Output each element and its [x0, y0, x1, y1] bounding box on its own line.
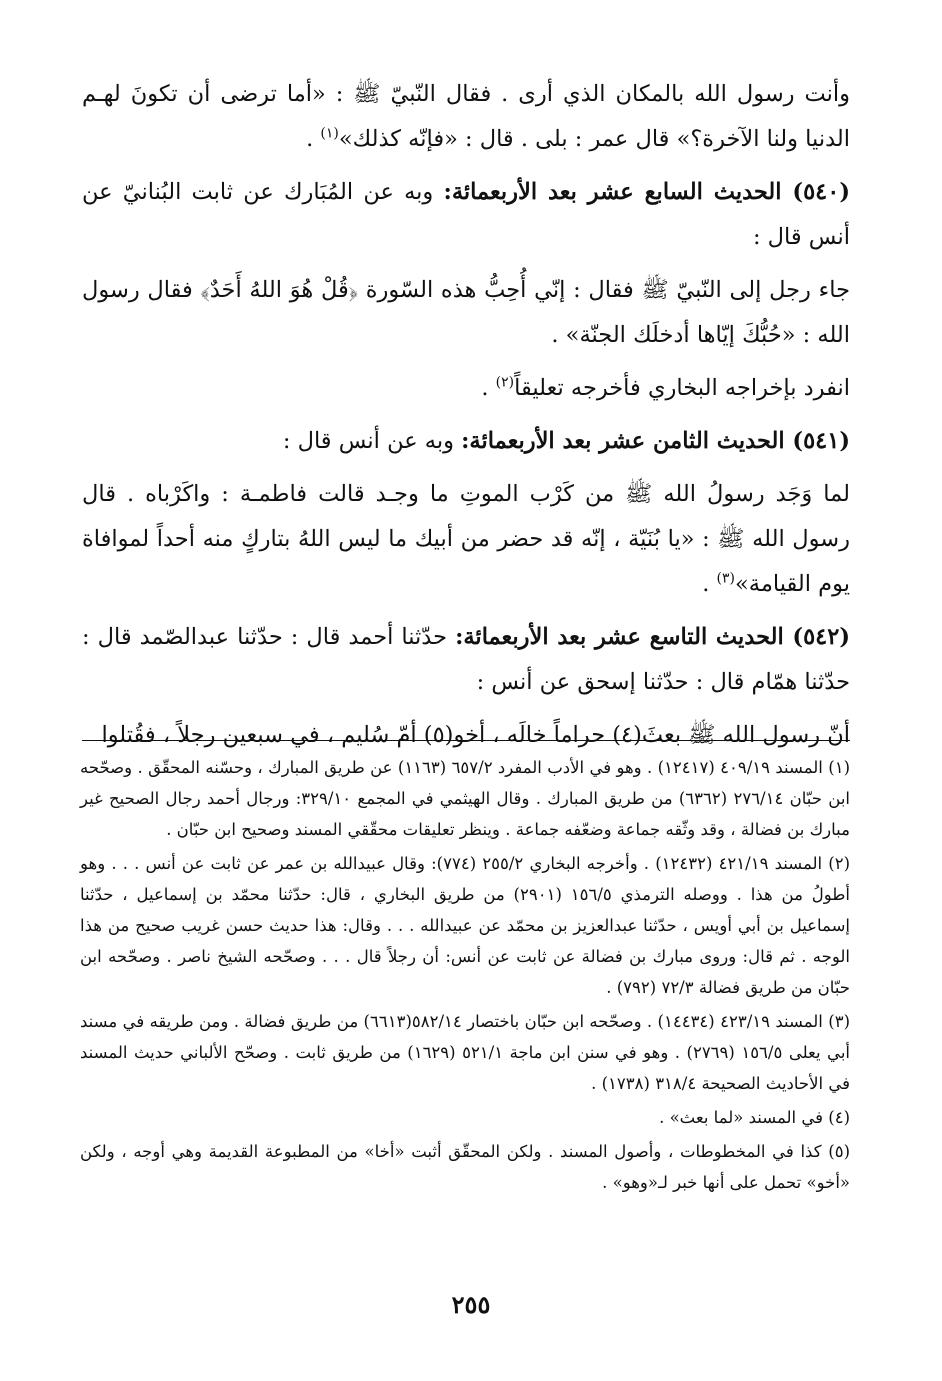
paragraph-1 — [82, 72, 850, 162]
footnote-2: (٢) المسند ٤٢١/١٩ (١٢٤٣٢) . وأخرجه البخاري ٢٥٥/٢ (٧٧٤): وقال عبيدالله بن عمر عن ثابت عن أنس . . . وهو أطولُ من هذا . ووصله الترمذي ١٥٦/٥ (٢٩٠١) من طريق البخاري ، قال: حدّثنا محمّد بن إسماعيل ، حدّثنا إسماعيل بن أبي أويس ، حدّثنا عبدالعزيز بن محمّد عن عبيدالله . . . وقال: هذا حديث حسن غريب صحيح من هذا الوجه . ثم قال: وروى مبارك بن فضالة عن ثابت عن أنس: أن رجلاً قال . . . وصحّحه الشيخ ناصر . وصحّحه ابن حبّان من طريق فضالة ٧٢/٣ (٧٩٢) . — [80, 854, 851, 997]
paragraph-text: وأنت رسول الله بالمكان الذي أرى . فقال النّبيّ ﷺ : «أما ترضى أن تكونَ لهـم الدنيا ولنا الآخرة؟» قال عمر : بلى . قال : «فإنّه كذلك» — [82, 81, 850, 152]
paragraph-text: لما وَجَد رسولُ الله ﷺ من كَرْب الموتِ ما وجـد قالت فاطمـة : واكَرْباه . قال رسول الله ﷺ : «يا بُنَيّة ، إنّه قد حضر من أبيك ما ليس اللهُ بتاركٍ منه أحداً لموافاة يوم القيامة» — [82, 481, 850, 597]
footnote-1: (١) المسند ٤٠٩/١٩ (١٢٤١٧) . وهو في الأدب المفرد ٦٥٧/٢ (١١٦٣) عن طريق المبارك ، وحسّنه المحقّق . وصحّحه ابن حبّان ٢٧٦/١٤ (٦٣٦٢) من طريق المبارك . وقال الهيثمي في المجمع ٣٢٩/١٠: ورجال أحمد رجال الصحيح غير مبارك بن فضالة ، وقد وثّقه جماعة وضعّفه جماعة . وينظر تعليقات محقّقي المسند وصحيح ابن حبّان . — [80, 758, 850, 839]
hadith-541 — [82, 419, 850, 464]
hadith-542 — [82, 615, 850, 705]
paragraph-6 — [82, 472, 850, 607]
hadith-heading: (٥٤٢) الحديث التاسع عشر بعد الأربعمائة: — [455, 624, 850, 650]
footnote-ref: (٢) — [495, 374, 515, 391]
paragraph-text: انفرد بإخراجه البخاري فأخرجه تعليقاً — [514, 375, 850, 401]
hadith-heading: (٥٤١) الحديث الثامن عشر بعد الأربعمائة: — [461, 428, 850, 454]
hadith-heading: (٥٤٠) الحديث السابع عشر بعد الأربعمائة: — [443, 179, 850, 205]
footnote-ref: (٣) — [716, 570, 736, 587]
page-number: ٢٥٥ — [451, 1290, 491, 1319]
footnote-ref: (١) — [320, 125, 339, 142]
paragraph-text: حدّثنا أحمد قال : حدّثنا عبدالصّمد قال : حدّثنا همّام قال : حدّثنا إسحق عن أنس : — [82, 624, 850, 695]
paragraph-text: وبه عن أنس قال : — [282, 428, 462, 454]
paragraph-text: وبه عن المُبَارك عن ثابت البُنانيّ عن أنس قال : — [82, 179, 850, 250]
paragraph-tail: . — [481, 375, 496, 401]
footnotes — [80, 752, 850, 1201]
paragraph-tail: . — [306, 126, 321, 152]
paragraph-text: جاء رجل إلى النّبيّ ﷺ فقال : إنّي أُحِبُّ هذه السّورة ﴿قُلْ هُوَ اللهُ أَحَدٌ﴾ فقال رسول الله : «حُبُّكَ إيّاها أدخلَك الجنّة» . — [82, 277, 850, 348]
footnote-divider — [82, 740, 850, 741]
paragraph-tail: . — [702, 571, 717, 597]
footnote-5: (٥) كذا في المخطوطات ، وأصول المسند . ولكن المحقّق أثبت «أخا» من المطبوعة القديمة وهي أوجه ، ولكن «أخو» تحمل على أنها خبر لـ«وهو» . — [80, 1142, 850, 1192]
paragraph-text: أنّ رسول الله ﷺ بعثَ(٤) حراماً خالَه ، أخو(٥) أمّ سُليم ، في سبعين رجلاً ، فقُتلوا — [101, 722, 850, 748]
paragraph-3 — [82, 268, 850, 358]
hadith-540 — [82, 170, 850, 260]
footnote-4: (٤) في المسند «لما بعث» . — [659, 1108, 850, 1127]
main-text — [82, 72, 850, 766]
paragraph-4 — [82, 366, 850, 411]
footnote-3: (٣) المسند ٤٢٣/١٩ (١٤٤٣٤) . وصحّحه ابن حبّان باختصار ٥٨٢/١٤(٦٦١٣) من طريق فضالة . ومن طريقه في مسند أبي يعلى ١٥٦/٥ (٢٧٦٩) . وهو في سنن ابن ماجة ٥٢١/١ (١٦٢٩) من طريق ثابت . وصحّح الألباني حديث المسند في الأحاديث الصحيحة ٣١٨/٤ (١٧٣٨) . — [80, 1012, 850, 1093]
